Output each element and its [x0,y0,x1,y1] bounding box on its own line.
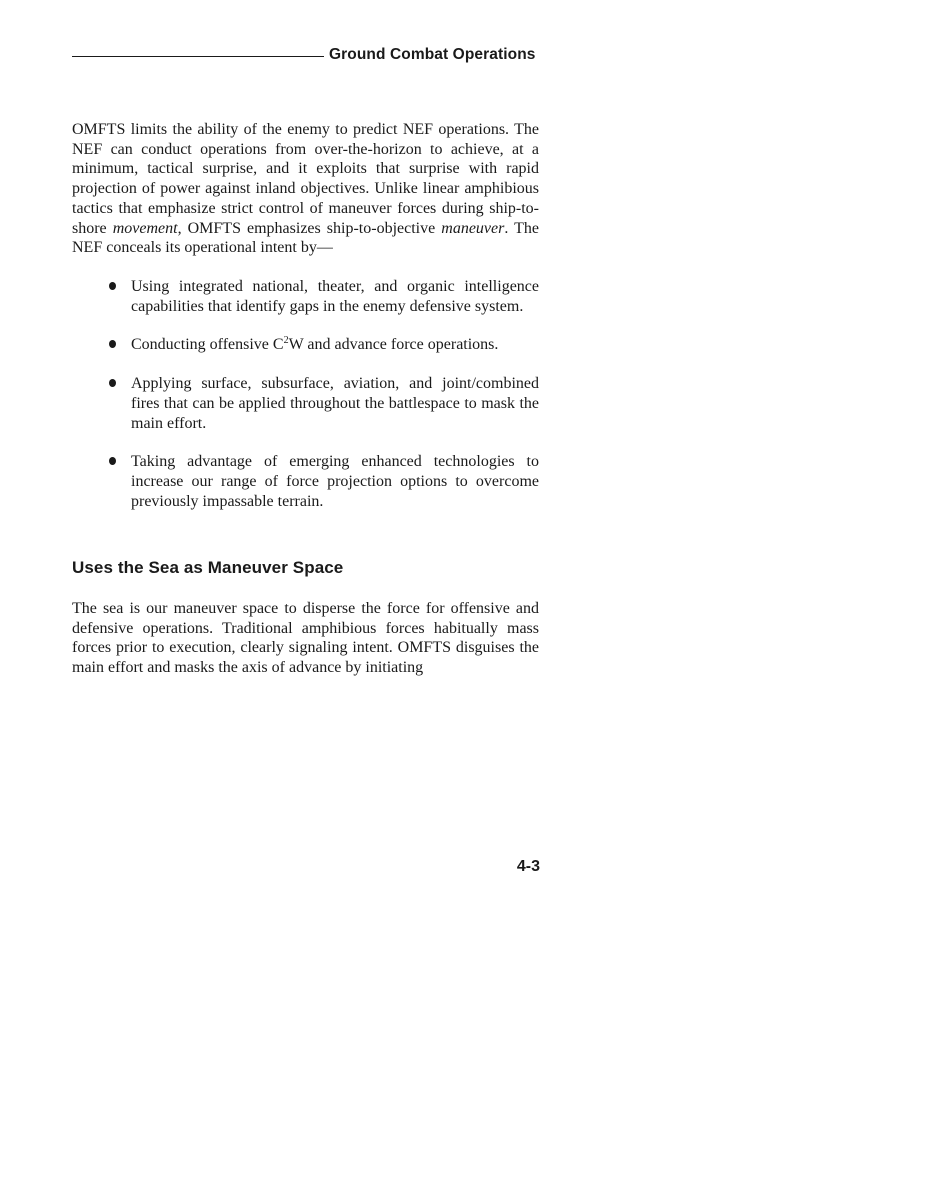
list-item [72,277,539,316]
bullet-icon [109,457,116,465]
running-head: Ground Combat Operations [329,46,536,63]
bullet-icon [109,282,116,290]
intro-text-3: . The NEF conceals its operational intent by— [72,219,539,257]
bullet-text: Applying surface, subsurface, aviation, and joint/combined fires that can be applied throughout the battlespace to mask the main effort. [131,375,539,432]
emphasis-movement: movement [112,219,178,237]
page-number: 4-3 [516,858,540,875]
bullet-text: Taking advantage of emerging enhanced technologies to increase our range of force projection options to overcome previously impassable terrain. [131,453,539,510]
bullet-icon [109,379,116,387]
list-item [72,335,539,355]
bullet-text-part: W and advance force operations. [288,336,499,354]
list-item [72,452,539,511]
header-rule [72,56,324,57]
section-paragraph-text: The sea is our maneuver space to disperse the force for offensive and defensive operations. Traditional amphibious forces habitually mass forces prior to execution, clearly signaling intent. OMFTS disguises the main effort and masks the axis of advance by initiating [72,600,539,677]
intro-paragraph [72,120,539,258]
bullet-text-part: Conducting offensive C [131,336,284,354]
bullet-text: Using integrated national, theater, and organic intelligence capabilities that identify gaps in the enemy defensive system. [131,278,539,315]
emphasis-maneuver: maneuver [441,219,505,237]
list-item [72,374,539,433]
section-heading: Uses the Sea as Maneuver Space [72,558,344,577]
bullet-list [72,277,539,530]
intro-text-1: OMFTS limits the ability of the enemy to predict NEF operations. The NEF can conduct operations from over-the-horizon to achieve, at a minimum, tactical surprise, and it exploits that surprise with rapid projection of power against inland objectives. Unlike linear amphibious tactics that emphasize strict control of maneuver forces during ship-to-shore [72,121,539,237]
bullet-text [131,336,498,353]
intro-text-2: , OMFTS emphasizes ship-to-objective [177,219,442,237]
bullet-icon [109,340,116,348]
section-paragraph [72,599,539,678]
superscript: 2 [283,335,289,347]
